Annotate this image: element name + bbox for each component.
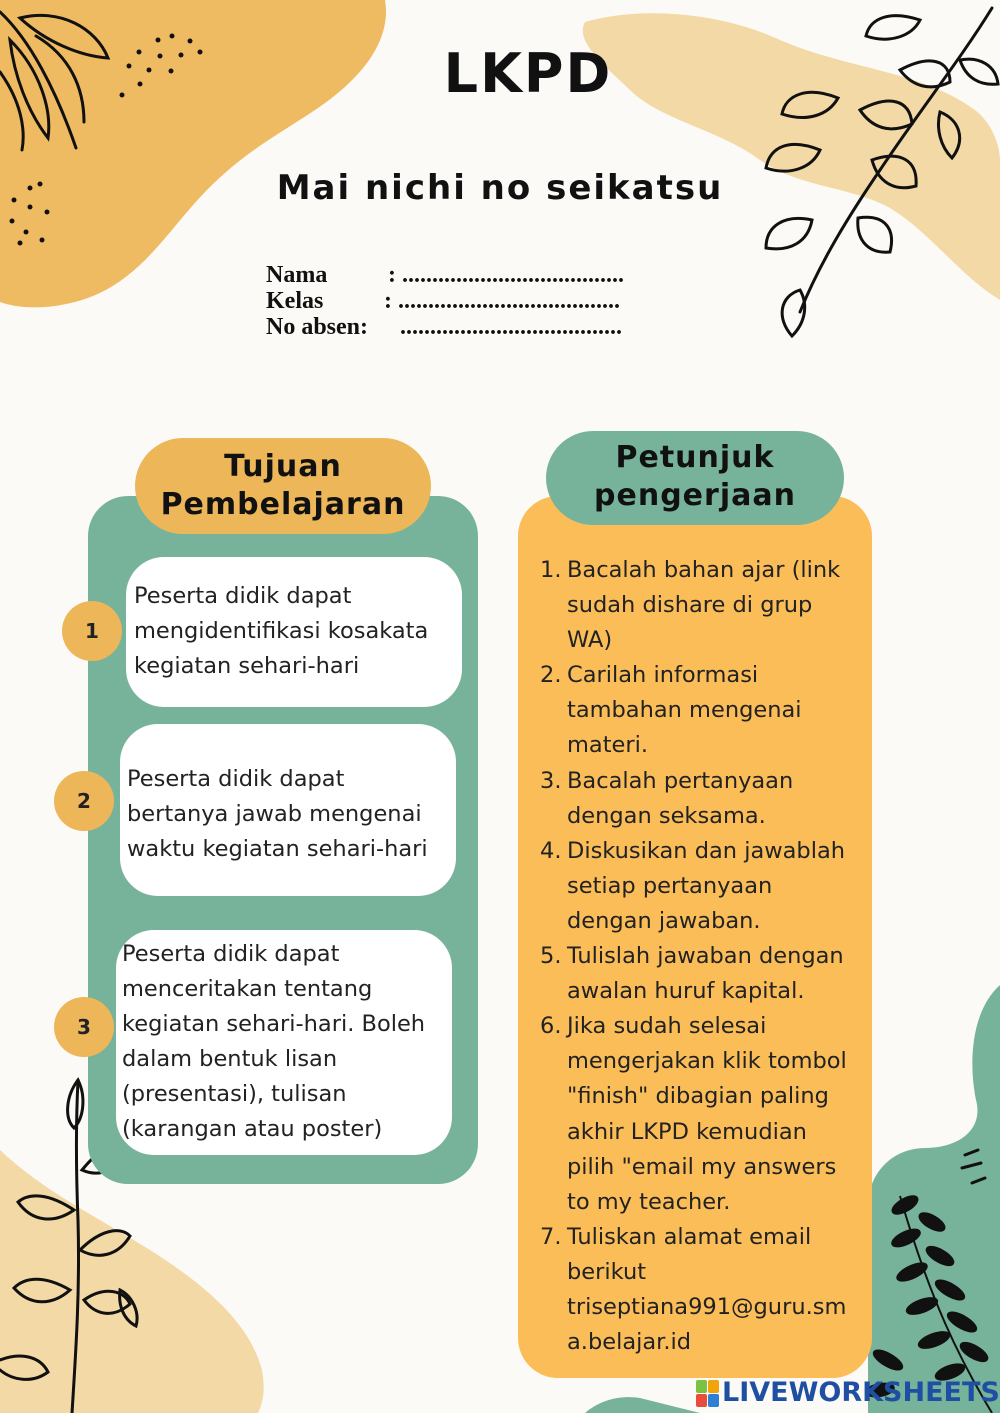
instruction-step: 6. Jika sudah selesai mengerjakan klik tombol "finish" dibagian paling akhir LKPD kemudian pilih "email my answers to my teacher.	[540, 1013, 847, 1215]
instruction-step: 2. Carilah informasi tambahan mengenai materi.	[540, 662, 802, 759]
objective-card-2: Peserta didik dapat bertanya jawab mengenai waktu kegiatan sehari-hari	[120, 724, 456, 896]
objectives-heading: Tujuan Pembelajaran	[135, 438, 431, 534]
watermark-text: LIVEWORKSHEETS	[722, 1377, 1000, 1408]
liveworksheets-logo-icon	[696, 1380, 720, 1408]
page-title: LKPD	[443, 42, 613, 105]
identity-label: Nama	[266, 262, 328, 288]
identity-blank[interactable]: : .....................................	[388, 262, 624, 288]
objective-card-3: Peserta didik dapat menceritakan tentang kegiatan sehari-hari. Boleh dalam bentuk lisan (presentasi), tulisan (karangan atau poster)	[116, 930, 452, 1155]
objective-number-badge: 1	[62, 601, 122, 661]
instructions-list	[540, 553, 870, 1360]
instruction-step: 4. Diskusikan dan jawablah setiap pertanyaan dengan jawaban.	[540, 837, 845, 934]
email-address: triseptiana991@guru.sm	[567, 1293, 847, 1320]
identity-blank[interactable]: : .....................................	[384, 288, 620, 314]
bottom-teal-strip	[585, 1397, 700, 1413]
instructions-heading: Petunjuk pengerjaan	[546, 431, 844, 525]
objective-number-badge: 2	[54, 771, 114, 831]
identity-label: No absen	[266, 314, 361, 340]
identity-label: Kelas	[266, 288, 324, 314]
identity-row-no-absen: No absen: .....................................	[266, 314, 622, 340]
instruction-step: 5. Tulislah jawaban dengan awalan huruf kapital.	[540, 943, 844, 1005]
page-subtitle: Mai nichi no seikatsu	[276, 168, 724, 208]
objective-card-1: Peserta didik dapat mengidentifikasi kosakata kegiatan sehari-hari	[126, 557, 462, 707]
objective-number-badge: 3	[54, 997, 114, 1057]
identity-row-nama	[266, 262, 624, 288]
identity-row-kelas	[266, 288, 620, 314]
identity-blank[interactable]: .....................................	[400, 314, 622, 340]
instruction-step: 7. Tuliskan alamat email berikut triseptiana991@guru.sm a.belajar.id	[540, 1220, 870, 1360]
instruction-step: 3. Bacalah pertanyaan dengan seksama.	[540, 767, 794, 829]
instruction-step: 1. Bacalah bahan ajar (link sudah dishare di grup WA)	[540, 557, 841, 654]
bottom-left-blob	[0, 1150, 264, 1413]
